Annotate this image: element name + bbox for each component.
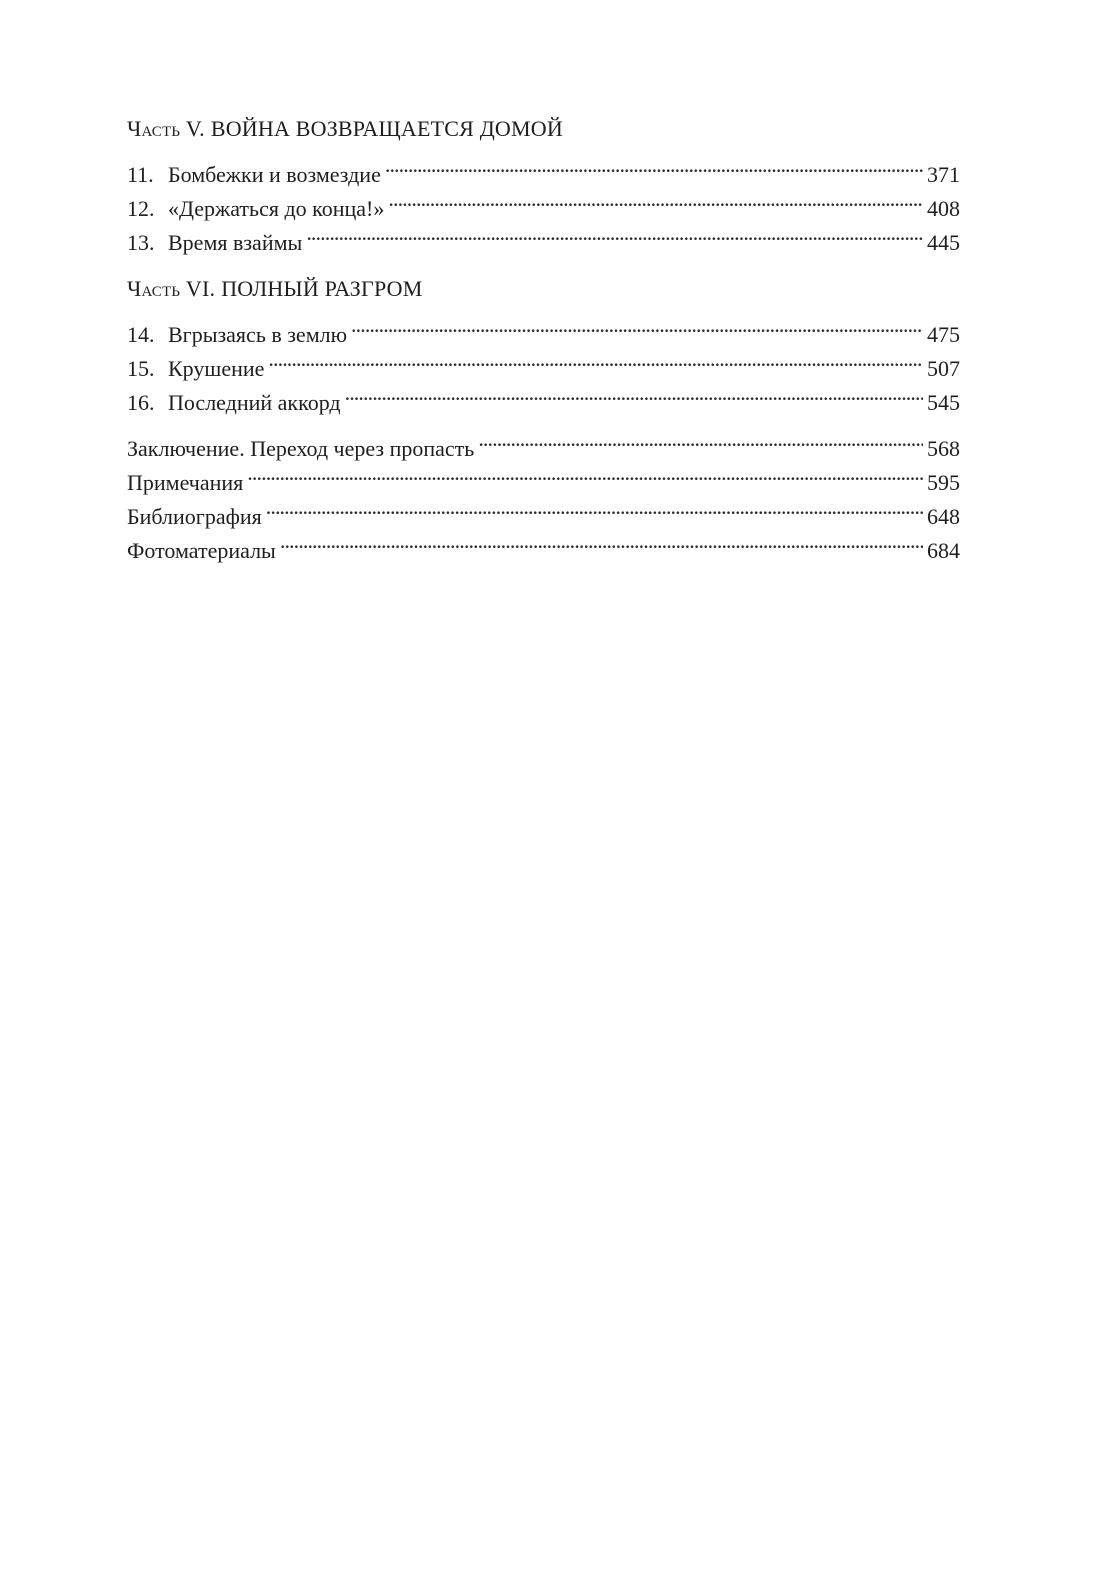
page-number: 684 [927,538,960,563]
chapter-number: 13. [127,230,155,255]
page-number: 371 [927,162,960,187]
dot-leader [306,216,923,250]
page-number: 648 [927,504,960,529]
part-prefix: Часть V. [127,116,205,141]
toc-entry[interactable] [127,490,960,529]
dot-leader [385,148,923,182]
toc-entry[interactable] [127,422,960,461]
page-number: 595 [927,470,960,495]
chapter-title: Вгрызаясь в землю [168,322,348,347]
chapter-list [127,308,960,415]
page-number: 507 [927,356,960,381]
page-number: 408 [927,196,960,221]
chapter-title: Последний аккорд [168,390,341,415]
chapter-number: 11. [127,162,154,187]
back-matter-list [127,422,960,563]
dot-leader [345,376,923,410]
table-of-contents [127,112,960,563]
page-number: 568 [927,436,960,461]
chapter-list [127,148,960,255]
back-matter-title: Библиография [127,504,262,529]
part-prefix: Часть VI. [127,276,216,301]
page-number: 445 [927,230,960,255]
part-heading [127,272,960,306]
page-number: 475 [927,322,960,347]
chapter-title: «Держаться до конца!» [168,196,385,221]
back-matter-title: Примечания [127,470,244,495]
back-matter-title: Фотоматериалы [127,538,276,563]
chapter-number: 12. [127,196,155,221]
dot-leader [268,342,923,376]
dot-leader [280,524,923,558]
toc-entry[interactable] [127,308,960,347]
back-matter-title: Заключение. Переход через пропасть [127,436,475,461]
toc-entry[interactable] [127,148,960,187]
page-number: 545 [927,390,960,415]
chapter-title: Крушение [168,356,265,381]
dot-leader [478,422,923,456]
dot-leader [247,456,923,490]
chapter-number: 16. [127,390,155,415]
chapter-number: 15. [127,356,155,381]
part-title: ПОЛНЫЙ РАЗГРОМ [221,276,423,301]
dot-leader [351,308,923,342]
part-heading [127,112,960,146]
dot-leader [266,490,923,524]
chapter-title: Бомбежки и возмездие [168,162,381,187]
dot-leader [388,182,923,216]
toc-entry[interactable] [127,456,960,495]
chapter-number: 14. [127,322,155,347]
chapter-title: Время взаймы [168,230,303,255]
part-title: ВОЙНА ВОЗВРАЩАЕТСЯ ДОМОЙ [210,116,563,141]
